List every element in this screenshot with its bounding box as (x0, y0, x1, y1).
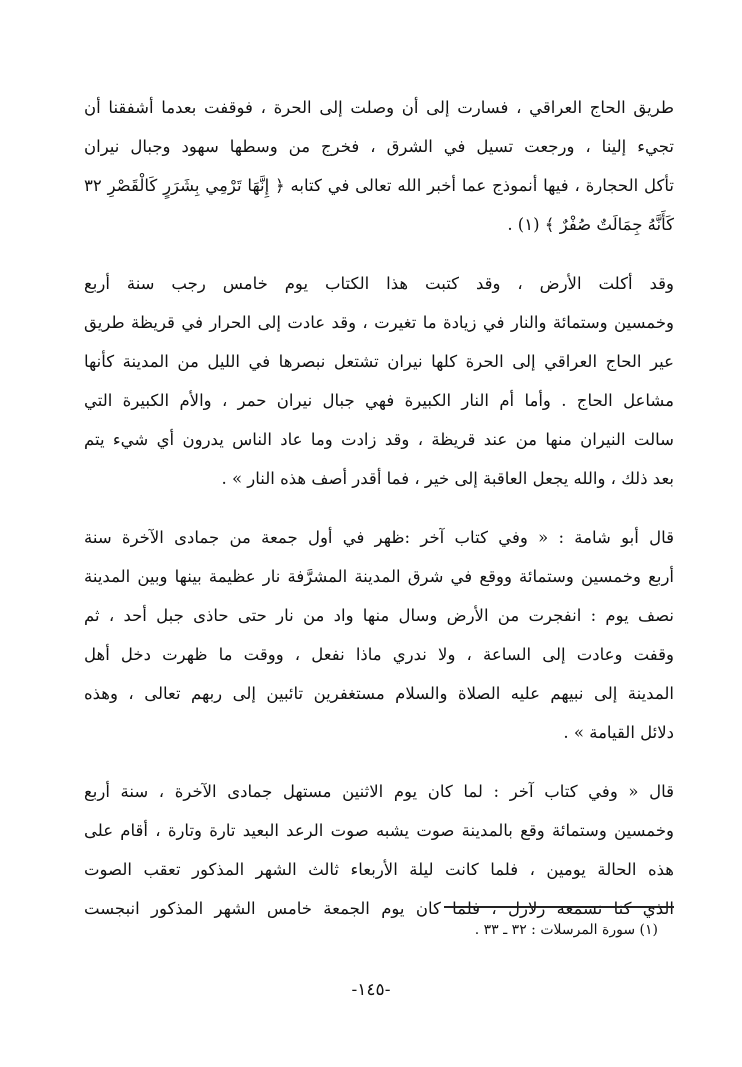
text-line: قال أبو شامة : « وفي كتاب آخر :ظهر في أول جمعة من جمادى الآخرة سنة (84, 528, 674, 547)
paragraph-4 (84, 772, 674, 928)
text-line: مشاعل الحاج . وأما أم النار الكبيرة فهي جبال نيران حمر ، والأم الكبيرة التي (84, 391, 674, 410)
text-line: كَأَنَّهُ جِمَالَتٌ صُفْرٌ ﴾ (١) . (507, 215, 674, 234)
text-line: نصف يوم : انفجرت من الأرض وسال منها واد من نار حتى حاذى جبل أحد ، ثم (84, 606, 674, 625)
paragraph-3 (84, 518, 674, 752)
text-line: قال « وفي كتاب آخر : لما كان يوم الاثنين مستهل جمادى الآخرة ، سنة أربع (84, 782, 674, 801)
paragraph-2 (84, 264, 674, 498)
text-line: عير الحاج العراقي إلى الحرة كلها نيران تشتعل نبصرها في الليل من المدينة كأنها (84, 352, 674, 371)
text-line: تأكل الحجارة ، فيها أنموذج عما أخبر الله تعالى في كتابه ﴿ إِنَّهَا تَرْمِي بِشَرَرٍ كَالْقَصْرِ ٣٢ (84, 176, 674, 195)
text-line: وقد أكلت الأرض ، وقد كتبت هذا الكتاب يوم خامس رجب سنة أربع (84, 274, 674, 293)
text-line: وقفت وعادت إلى الساعة ، ولا ندري ماذا نفعل ، ووقت ما ظهرت دخل أهل (84, 645, 674, 664)
footnote: (١) سورة المرسلات : ٣٢ ـ ٣٣ . (474, 922, 658, 938)
text-line: هذه الحالة يومين ، فلما كانت ليلة الأربعاء ثالث الشهر المذكور تعقب الصوت (84, 860, 674, 879)
text-line: وخمسين وستمائة وقع بالمدينة صوت يشبه صوت الرعد البعيد تارة وتارة ، أقام على (84, 821, 674, 840)
text-line: بعد ذلك ، والله يجعل العاقبة إلى خير ، فما أقدر أصف هذه النار » . (221, 469, 674, 488)
text-line: تجيء إلينا ، ورجعت تسيل في الشرق ، فخرج من وسطها سهود وجبال نيران (84, 137, 674, 156)
text-line: المدينة إلى نبيهم عليه الصلاة والسلام مستغفرين تائبين إلى ربهم تعالى ، وهذه (84, 684, 674, 703)
text-line: وخمسين وستمائة والنار في زيادة ما تغيرت ، وقد عادت إلى الحرار في قريظة طريق (84, 313, 674, 332)
text-line: دلائل القيامة » . (563, 723, 674, 742)
text-line: طريق الحاج العراقي ، فسارت إلى أن وصلت إلى الحرة ، فوقفت بعدما أشفقنا أن (84, 98, 674, 117)
text-line: سالت النيران منها من عند قريظة ، وقد زادت وما عاد الناس يدرون أي شيء يتم (84, 430, 674, 449)
body-text (84, 88, 674, 928)
text-line: أربع وخمسين وستمائة ووقع في شرق المدينة المشرَّفة نار عظيمة بينها وبين المدينة (84, 567, 674, 586)
page-number: -١٤٥- (351, 980, 391, 1000)
footnote-divider (444, 906, 674, 908)
paragraph-1 (84, 88, 674, 244)
text-line: الذي كنا نسمعه زلازل ، فلما كان يوم الجمعة خامس الشهر المذكور انبجست (84, 899, 674, 918)
